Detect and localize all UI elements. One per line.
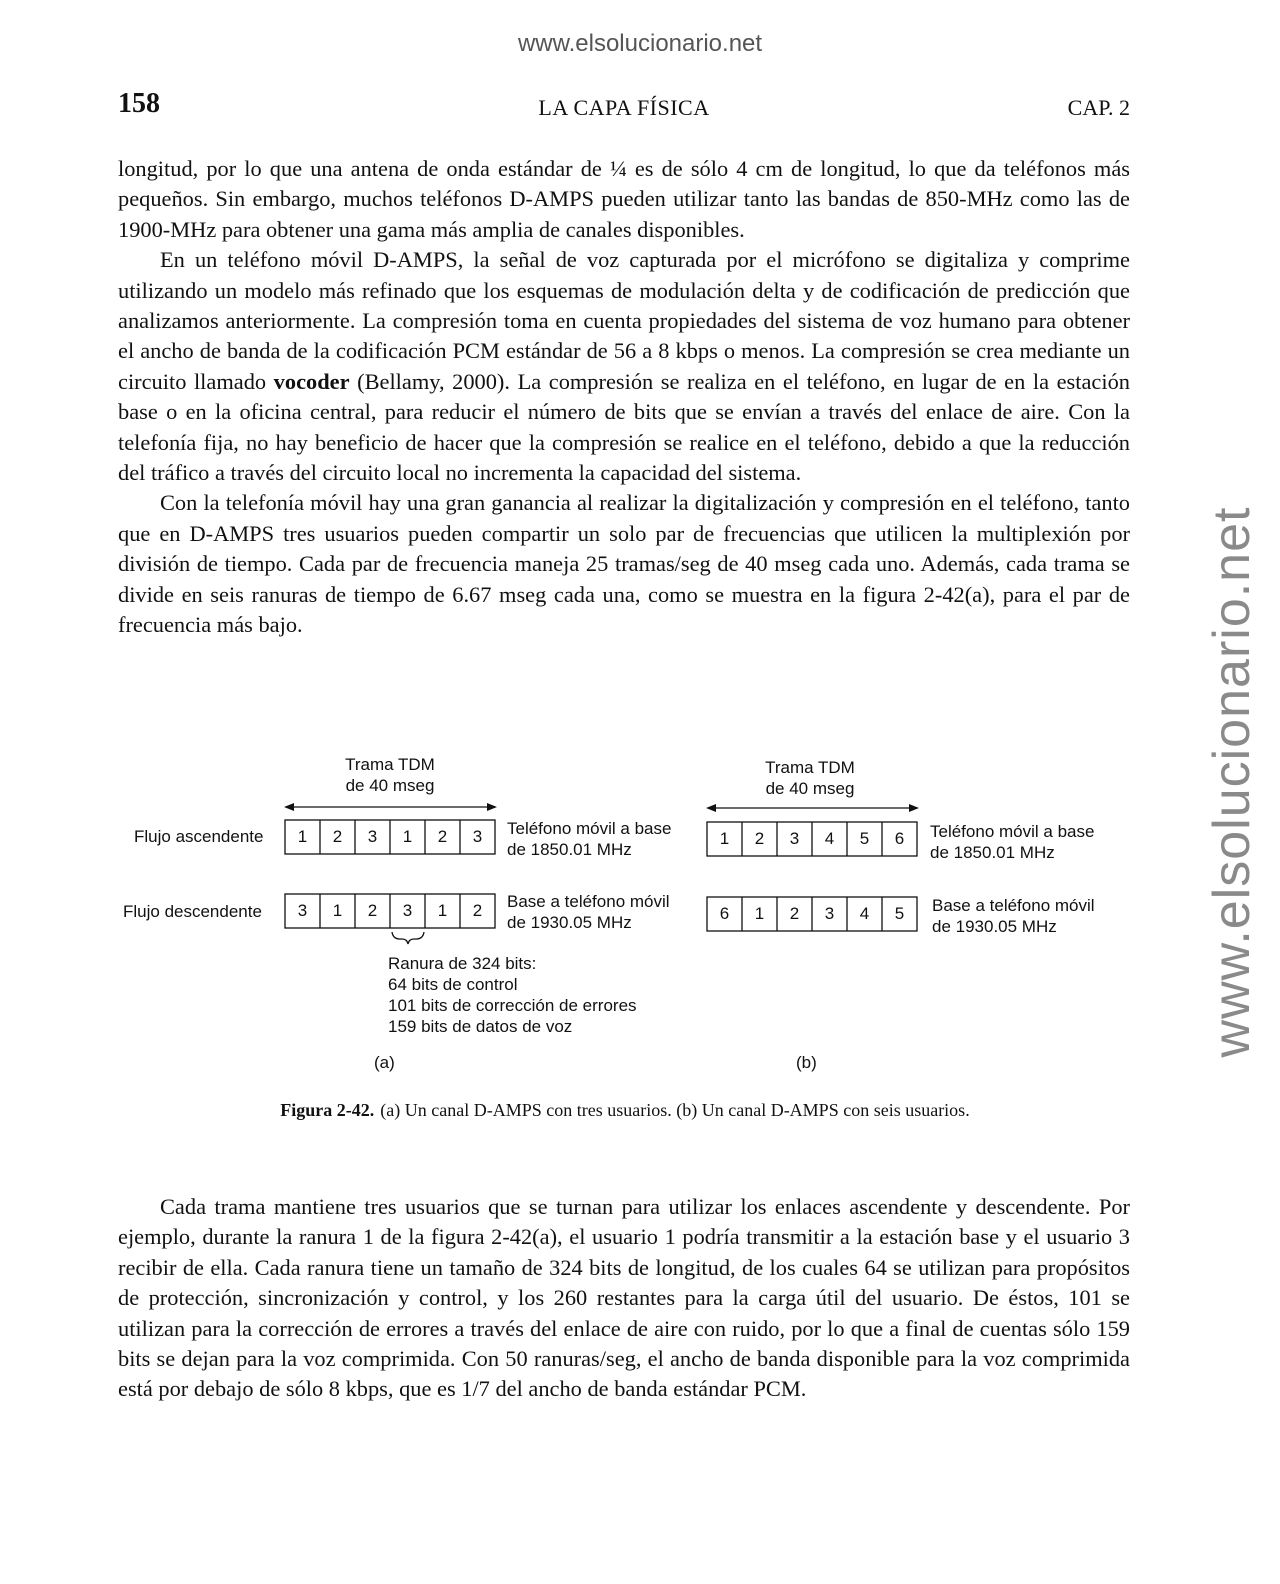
slot-note-line: 159 bits de datos de voz (388, 1017, 573, 1036)
paragraph-vocoder (118, 245, 1130, 488)
body-text-bottom (118, 1192, 1130, 1405)
body-text-top (118, 154, 1130, 641)
paragraph: Con la telefonía móvil hay una gran ganancia al realizar la digitalización y compresión en el teléfono, tanto que en D-AMPS tres usuarios pueden compartir un solo par de frecuencias que utilicen la multiplexión por división de tiempo. Cada par de frecuencia maneja 25 tramas/seg de 40 mseg cada uno. Además, cada trama se divide en seis ranuras de tiempo de 6.67 mseg cada una, como se muestra en la figura 2-42(a), para el par de frecuencia más bajo. (118, 490, 1130, 638)
downlink-label: Flujo descendente (123, 902, 262, 921)
slot-cell: 3 (789, 829, 800, 848)
slot-cell: 6 (894, 829, 905, 848)
sublabel-b: (b) (796, 1053, 817, 1072)
frame-label-line: de 40 mseg (765, 779, 855, 798)
slot-cell: 4 (824, 829, 835, 848)
desc-line: de 1930.05 MHz (932, 917, 1057, 936)
slot-cell: 2 (437, 827, 448, 846)
slot-cell: 2 (367, 901, 378, 920)
frame-label-line: de 40 mseg (345, 776, 435, 795)
desc-line: de 1850.01 MHz (507, 840, 632, 859)
slot-cell: 3 (367, 827, 378, 846)
frame-label-a (320, 754, 460, 796)
slot-note-line: 101 bits de corrección de errores (388, 996, 637, 1015)
slot-cell: 1 (402, 827, 413, 846)
caption-label: Figura 2-42. (280, 1100, 375, 1120)
slot-cell: 4 (859, 904, 870, 923)
desc-line: Base a teléfono móvil (507, 892, 670, 911)
slot-cell: 5 (859, 829, 870, 848)
downlink-desc-b (932, 895, 1095, 937)
slot-note-line: 64 bits de control (388, 975, 518, 994)
slot-cell: 2 (754, 829, 765, 848)
figure-2-42 (110, 740, 1170, 1080)
slot-brace (392, 932, 424, 944)
slot-cell: 3 (297, 901, 308, 920)
paragraph-text: (Bellamy, 2000). (357, 368, 510, 394)
watermark-top: www.elsolucionario.net (517, 30, 763, 57)
chapter-title: LA CAPA FÍSICA (538, 95, 710, 120)
watermark-side: www.elsolucionario.net (1203, 506, 1261, 1058)
slot-cell: 3 (472, 827, 483, 846)
slot-cell: 3 (402, 901, 413, 920)
slot-cell: 1 (719, 829, 730, 848)
desc-line: Teléfono móvil a base (930, 822, 1095, 841)
paragraph-text: La compresión se realiza en el teléfono, en lugar de en la estación base o en la oficina central, para reducir el número de bits que se envían a través del enlace de aire. Con la telefonía fija, no hay beneficio de hacer que la compresión se realice en el teléfono, debido a que la reducción del tráfico a través del circuito local no incrementa la capacidad del sistema. (118, 368, 1130, 486)
running-head (118, 88, 1130, 122)
slot-cell: 2 (332, 827, 343, 846)
desc-line: Base a teléfono móvil (932, 896, 1095, 915)
chapter-label: CAP. 2 (1067, 95, 1130, 120)
frame-arrow-a (284, 803, 497, 811)
slot-cell: 1 (332, 901, 343, 920)
slot-cell: 1 (754, 904, 765, 923)
uplink-label: Flujo ascendente (134, 827, 264, 846)
caption-text: (a) Un canal D-AMPS con tres usuarios. (b) Un canal D-AMPS con seis usuarios. (380, 1100, 970, 1120)
slot-cell: 1 (297, 827, 308, 846)
uplink-desc-b (930, 821, 1094, 863)
sublabel-a: (a) (374, 1053, 395, 1072)
downlink-desc-a (507, 891, 670, 933)
slot-cell: 3 (824, 904, 835, 923)
slot-note (388, 953, 637, 1037)
frame-label-line: Trama TDM (345, 755, 435, 774)
desc-line: de 1850.01 MHz (930, 843, 1055, 862)
desc-line: Teléfono móvil a base (507, 819, 672, 838)
desc-line: de 1930.05 MHz (507, 913, 632, 932)
paragraph: longitud, por lo que una antena de onda estándar de ¼ es de sólo 4 cm de longitud, lo que da teléfonos más pequeños. Sin embargo, muchos teléfonos D-AMPS pueden utilizar tanto las bandas de 850-MHz como las de 1900-MHz para obtener una gama más amplia de canales disponibles. (118, 156, 1130, 242)
slot-cell: 5 (894, 904, 905, 923)
page-number: 158 (118, 88, 160, 119)
slot-note-line: Ranura de 324 bits: (388, 954, 537, 973)
frame-arrow-b (706, 804, 919, 812)
slot-cell: 1 (437, 901, 448, 920)
frame-label-b (740, 757, 880, 799)
term-vocoder: vocoder (273, 368, 350, 394)
frame-label-line: Trama TDM (765, 758, 855, 777)
slot-cell: 6 (719, 904, 730, 923)
uplink-desc-a (507, 818, 671, 860)
slot-cell: 2 (472, 901, 483, 920)
paragraph: Cada trama mantiene tres usuarios que se turnan para utilizar los enlaces ascendente y descendente. Por ejemplo, durante la ranura 1 de la figura 2-42(a), el usuario 1 podría transmitir a la estación base y el usuario 3 recibir de ella. Cada ranura tiene un tamaño de 324 bits de longitud, de los cuales 64 se utilizan para propósitos de protección, sincronización y control, y los 260 restantes para la carga útil del usuario. De éstos, 101 se utilizan para la corrección de errores a través del enlace de aire con ruido, por lo que a final de cuentas sólo 159 bits se dejan para la voz comprimida. Con 50 ranuras/seg, el ancho de banda disponible para la voz comprimida está por debajo de sólo 8 kbps, que es 1/7 del ancho de banda estándar PCM. (118, 1194, 1130, 1402)
slot-cell: 2 (789, 904, 800, 923)
figure-caption (0, 1100, 1250, 1121)
paragraph-text: En un teléfono móvil D-AMPS, la señal de voz capturada por el micrófono se digitaliza y comprime utilizando un modelo más refinado que los esquemas de modulación delta y de codificación de predicción que analizamos anteriormente. La compresión toma en cuenta propiedades del sistema de voz humano para obtener el ancho de banda de la codificación PCM estándar de 56 a 8 kbps o menos. La compresión se crea mediante un circuito llamado (118, 247, 1130, 394)
